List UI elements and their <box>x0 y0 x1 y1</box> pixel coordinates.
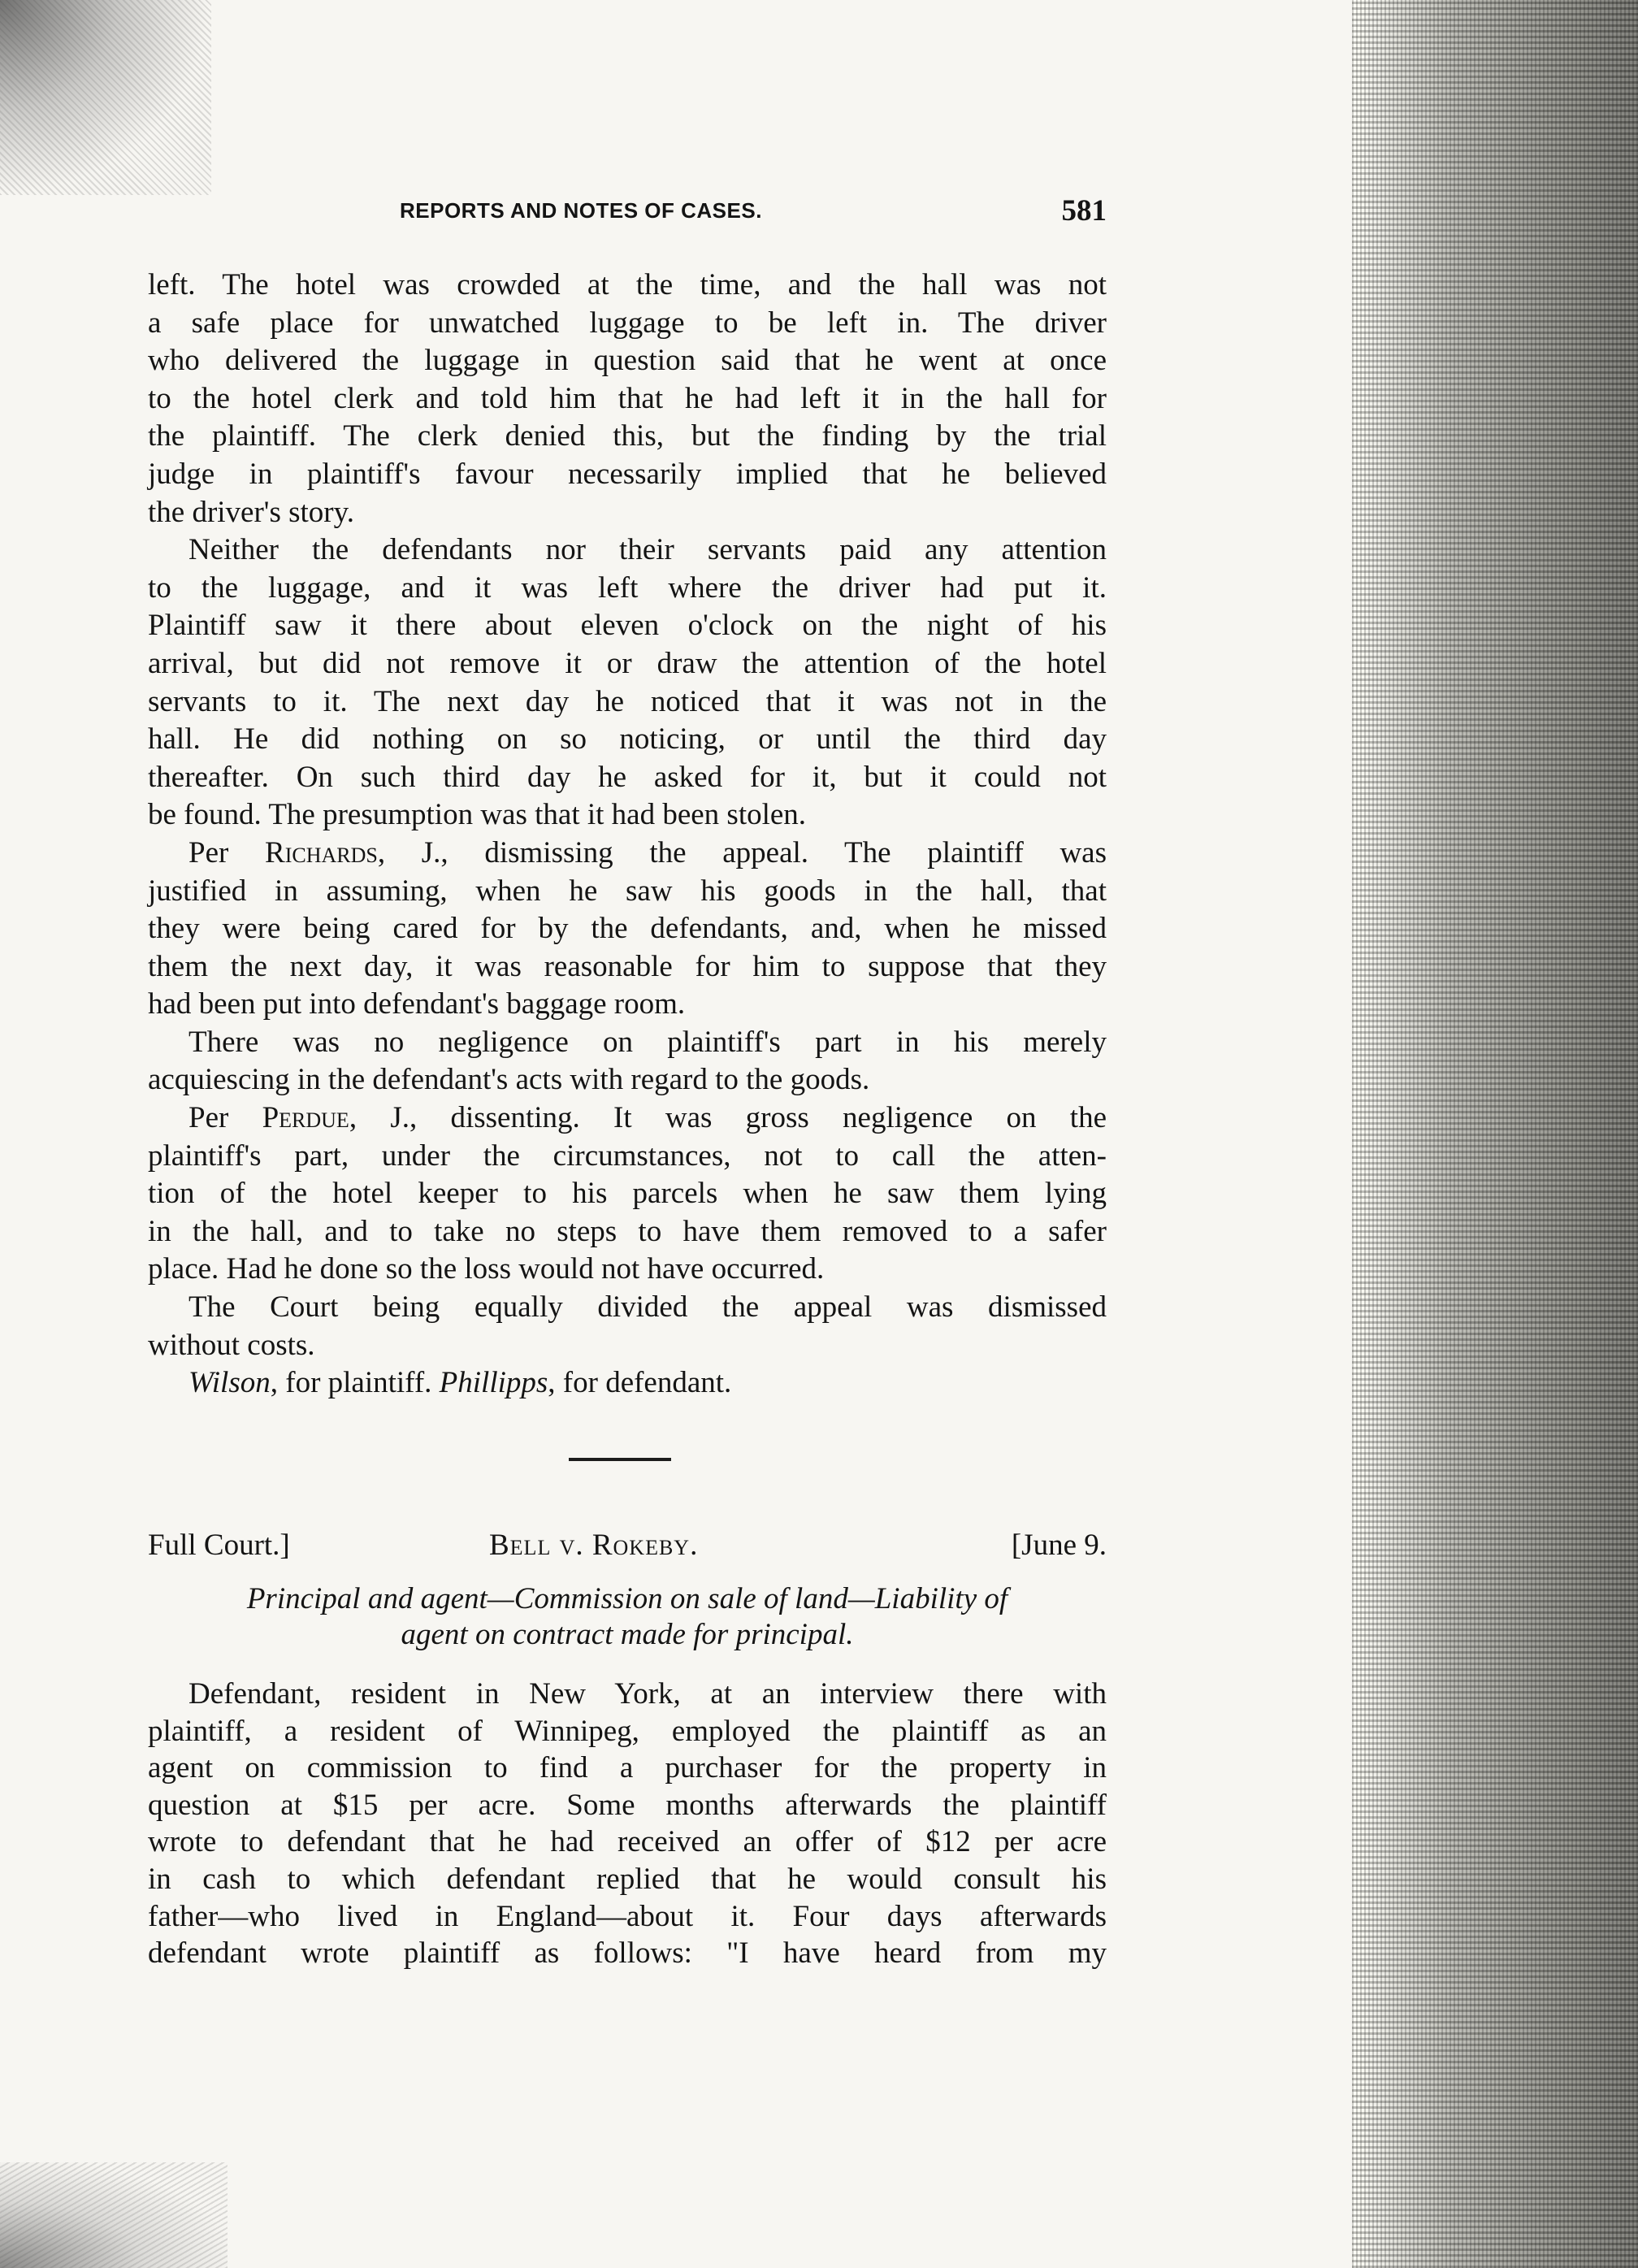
paragraph-5 <box>148 1099 1107 1251</box>
text-line: Plaintiff saw it there about eleven o'clock on the night of his <box>148 609 1107 643</box>
text-line: Per <box>188 835 266 869</box>
text-line: defendant wrote plaintiff as follows: "I have heard from my <box>148 1936 1107 1971</box>
paragraph-1-end <box>148 494 1107 532</box>
text-line: thereafter. On such third day he asked for it, but it could not <box>148 760 1107 794</box>
scan-edge-shadow <box>1352 0 1638 2268</box>
scan-corner-noise <box>0 0 211 195</box>
text-line: , for plaintiff. <box>270 1366 440 1400</box>
text-line: plaintiff, a resident of Winnipeg, employed the plaintiff as an <box>148 1714 1107 1748</box>
text-line: hall. He did nothing on so noticing, or until the third day <box>148 722 1107 757</box>
text-line: servants to it. The next day he noticed that it was not in the <box>148 684 1107 718</box>
text-line: left. The hotel was crowded at the time, and the hall was not <box>148 268 1107 301</box>
case-headnote <box>148 1581 1107 1653</box>
text-line: judge in plaintiff's favour necessarily implied that he believed <box>148 457 1107 491</box>
case-paragraph <box>148 1676 1107 1972</box>
text-line: who delivered the luggage in question said that he went at once <box>148 344 1107 378</box>
text-line: Per <box>188 1101 262 1135</box>
text-line: , for defendant. <box>548 1366 732 1400</box>
paragraph-2-end <box>148 796 1107 835</box>
text-line: Neither the defendants nor their servants paid any attention <box>188 533 1107 567</box>
text-line: be found. The presumption was that it had been stolen. <box>148 798 807 832</box>
text-line: they were being cared for by the defendants, and, when he missed <box>148 912 1107 946</box>
text-line: a safe place for unwatched luggage to be left in. The driver <box>148 306 1107 340</box>
text-line: in the hall, and to take no steps to have them removed to a safer <box>148 1214 1107 1248</box>
text-line: wrote to defendant that he had received an offer of $12 per acre <box>148 1825 1107 1859</box>
scan-corner-noise-bottom <box>0 2162 228 2268</box>
section-divider <box>569 1458 671 1461</box>
text-line: in cash to which defendant replied that he would consult his <box>148 1862 1107 1896</box>
text-line: Defendant, resident in New York, at an interview there with <box>188 1677 1107 1711</box>
text-line: There was no negligence on plaintiff's part in his merely <box>188 1025 1107 1059</box>
text-line: place. Had he done so the loss would not have occurred. <box>148 1252 825 1286</box>
text-line: without costs. <box>148 1328 315 1362</box>
counsel-name: Phillipps <box>439 1366 548 1400</box>
text-line: acquiescing in the defendant's acts with regard to the goods. <box>148 1063 870 1097</box>
text-line: question at $15 per acre. Some months afterwards the plaintiff <box>148 1788 1107 1822</box>
text-line: , J., dismissing the appeal. The plaintiff was <box>377 835 1107 869</box>
text-line: agent on commission to find a purchaser for the property in <box>148 1751 1107 1785</box>
counsel-name: Wilson <box>188 1366 271 1400</box>
counsel-line <box>148 1364 1107 1403</box>
paragraph-4-end <box>148 1061 1107 1099</box>
text-line: tion of the hotel keeper to his parcels when he saw them lying <box>148 1177 1107 1211</box>
paragraph-6-end <box>148 1327 1107 1365</box>
text-line: father—who lived in England—about it. Four days afterwards <box>148 1899 1107 1933</box>
running-title: REPORTS AND NOTES OF CASES. <box>400 198 762 223</box>
text-line: to the luggage, and it was left where the driver had put it. <box>148 570 1107 605</box>
paragraph-4 <box>148 1024 1107 1062</box>
paragraph-5-end <box>148 1251 1107 1289</box>
case-court: Full Court.] <box>148 1529 290 1562</box>
judge-name: Richards <box>265 835 378 869</box>
headnote-line: Principal and agent—Commission on sale of land—Liability of <box>246 1582 1008 1615</box>
text-line: the plaintiff. The clerk denied this, but the finding by the trial <box>148 419 1107 453</box>
page-number: 581 <box>1061 194 1107 228</box>
headnote-line: agent on contract made for principal. <box>401 1618 854 1651</box>
paragraph-6 <box>148 1289 1107 1327</box>
case-body <box>148 1676 1107 1972</box>
text-line: had been put into defendant's baggage room. <box>148 987 686 1021</box>
paragraph-3 <box>148 835 1107 986</box>
text-line: The Court being equally divided the appeal was dismissed <box>188 1290 1107 1325</box>
text-line: , J., dissenting. It was gross negligence on the <box>349 1101 1107 1135</box>
report-body <box>148 267 1107 1403</box>
case-date: [June 9. <box>1011 1529 1107 1562</box>
paragraph-1 <box>148 267 1107 494</box>
text-line: them the next day, it was reasonable for him to suppose that they <box>148 949 1107 983</box>
running-head <box>148 193 1107 234</box>
paragraph-3-end <box>148 986 1107 1024</box>
case-heading <box>148 1528 1107 1568</box>
text-line: plaintiff's part, under the circumstances, not to call the atten- <box>148 1138 1107 1173</box>
paragraph-2 <box>148 531 1107 796</box>
case-name: Bell v. Rokeby. <box>489 1529 699 1562</box>
judge-name: Perdue <box>262 1101 349 1135</box>
text-line: arrival, but did not remove it or draw the attention of the hotel <box>148 646 1107 680</box>
text-line: to the hotel clerk and told him that he had left it in the hall for <box>148 381 1107 415</box>
text-line: the driver's story. <box>148 495 354 529</box>
text-line: justified in assuming, when he saw his goods in the hall, that <box>148 874 1107 908</box>
